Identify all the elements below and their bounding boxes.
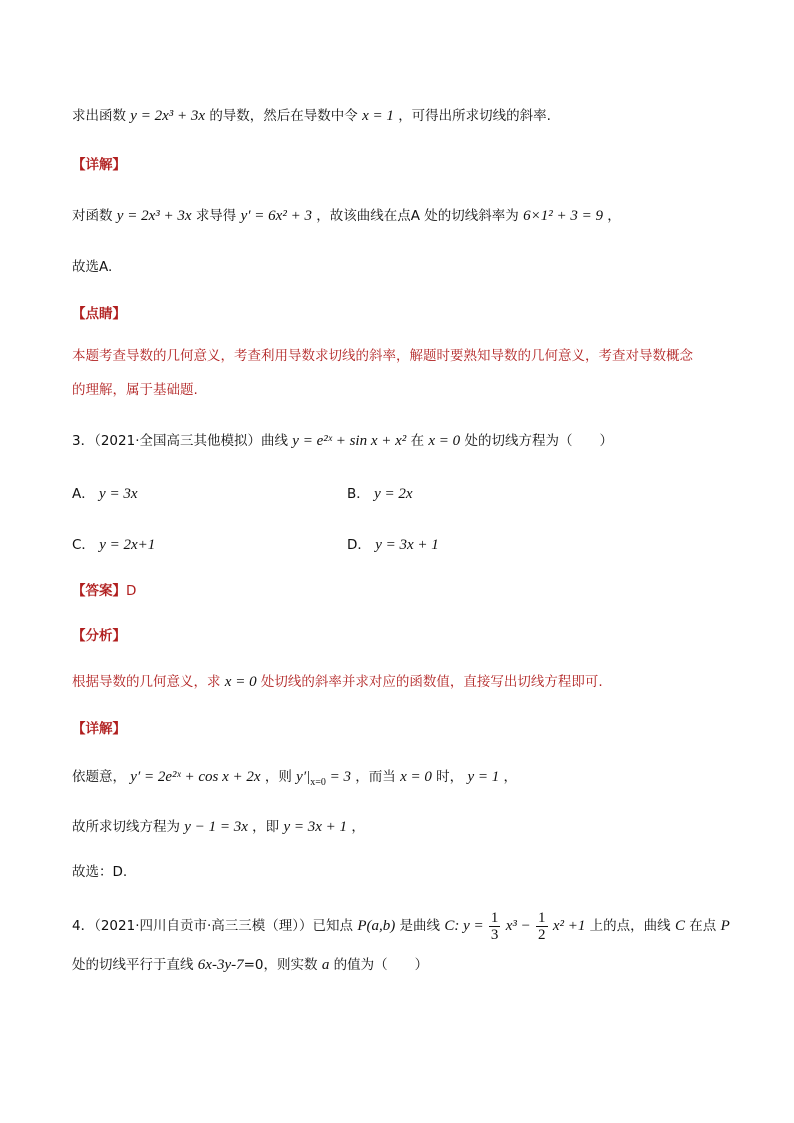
text: ，: [503, 769, 518, 785]
text: 时，: [436, 769, 464, 785]
text: ，可得出所求切线的斜率.: [398, 108, 551, 124]
text: ，: [351, 819, 365, 835]
question-4-line-2: [72, 955, 428, 975]
formula: 6x-3y-7: [197, 957, 244, 973]
text: 求出函数: [72, 108, 126, 124]
comment-line-2: 的理解，属于基础题.: [72, 382, 198, 398]
text: 是曲线: [399, 918, 441, 934]
option-a: A． y = 3x: [72, 486, 138, 502]
fraction-one-half: $\frac{1}{2}$: [538, 909, 546, 943]
text: 在: [410, 433, 425, 449]
text: =0，则实数: [243, 957, 318, 973]
text: 处切线的斜率并求对应的函数值，直接写出切线方程即可.: [260, 674, 603, 690]
detail-paragraph-3: [72, 817, 365, 837]
formula: y = e²ˣ + sin x + x²: [292, 433, 407, 449]
detail-paragraph-1: [72, 206, 621, 226]
formula: y = 1: [467, 769, 500, 785]
formula: y′ = 6x² + 3: [240, 208, 312, 224]
comment-line-1: 本题考查导数的几何意义，考查利用导数求切线的斜率，解题时要熟知导数的几何意义，考查对导数概念: [72, 348, 693, 364]
formula: y = 2x³ + 3x: [130, 108, 206, 124]
section-heading-detail: 【详解】: [72, 157, 126, 173]
formula: x = 0: [400, 769, 432, 785]
answer-label: 【答案】: [72, 583, 126, 599]
formula: x = 1: [362, 108, 394, 124]
formula: x² +1: [552, 918, 586, 934]
text: 根据导数的几何意义，求: [72, 674, 221, 690]
question-4-line-1: [72, 908, 730, 944]
text: 求导得: [195, 208, 237, 224]
text: ，而当: [355, 769, 396, 785]
option-c: C． y = 2x+1: [72, 537, 156, 553]
text: 依题意，: [72, 769, 126, 785]
question-number: 3．（2021·全国高三其他模拟）曲线: [72, 433, 288, 449]
text: 处的切线平行于直线: [72, 957, 194, 973]
section-heading-detail-2: 【详解】: [72, 721, 126, 737]
conclusion-text-2: 故选：D.: [72, 864, 128, 880]
option-d: D． y = 3x + 1: [347, 537, 439, 553]
question-number: 4．（2021·四川自贡市·高三三模（理））已知点: [72, 918, 354, 934]
section-heading-analysis: 【分析】: [72, 628, 126, 644]
text: 在点: [689, 918, 717, 934]
text: 处的切线方程为（ ）: [464, 433, 613, 449]
text: ，故该曲线在点A 处的切线斜率为: [316, 208, 519, 224]
answer-value: D: [126, 583, 137, 599]
formula: a: [321, 957, 330, 973]
formula: C: [674, 918, 685, 934]
formula: P: [720, 918, 730, 934]
analysis-paragraph-1: [72, 106, 551, 126]
formula: y = 2x³ + 3x: [116, 208, 192, 224]
formula: x = 0: [224, 674, 257, 690]
analysis-paragraph-2: [72, 672, 603, 692]
text: 的值为（ ）: [333, 957, 429, 973]
formula: P(a,b): [357, 918, 396, 934]
answer-line: [72, 581, 136, 601]
conclusion-text: 故选A.: [72, 259, 113, 275]
formula: x³ −: [505, 918, 531, 934]
formula: y′ = 2e²ˣ + cos x + 2x: [130, 769, 261, 785]
text: 的导数，然后在导数中令: [209, 108, 358, 124]
detail-paragraph-2: [72, 767, 517, 793]
formula: C: y =: [444, 918, 484, 934]
text: ，则: [264, 769, 292, 785]
formula: $y'|_{x=0} = 3$: [296, 769, 351, 788]
formula: 6×1² + 3 = 9: [523, 208, 603, 224]
text: 故所求切线方程为: [72, 819, 180, 835]
option-b: B． y = 2x: [347, 486, 413, 502]
section-heading-comment: 【点睛】: [72, 306, 126, 322]
text: 上的点，曲线: [589, 918, 671, 934]
formula: x = 0: [428, 433, 461, 449]
formula: y = 3x + 1: [283, 819, 348, 835]
fraction-one-third: $\frac{1}{3}$: [490, 909, 499, 943]
formula: y − 1 = 3x: [184, 819, 248, 835]
text: 对函数: [72, 208, 113, 224]
text: ，: [607, 208, 621, 224]
text: ，即: [252, 819, 280, 835]
question-3: [72, 431, 613, 451]
